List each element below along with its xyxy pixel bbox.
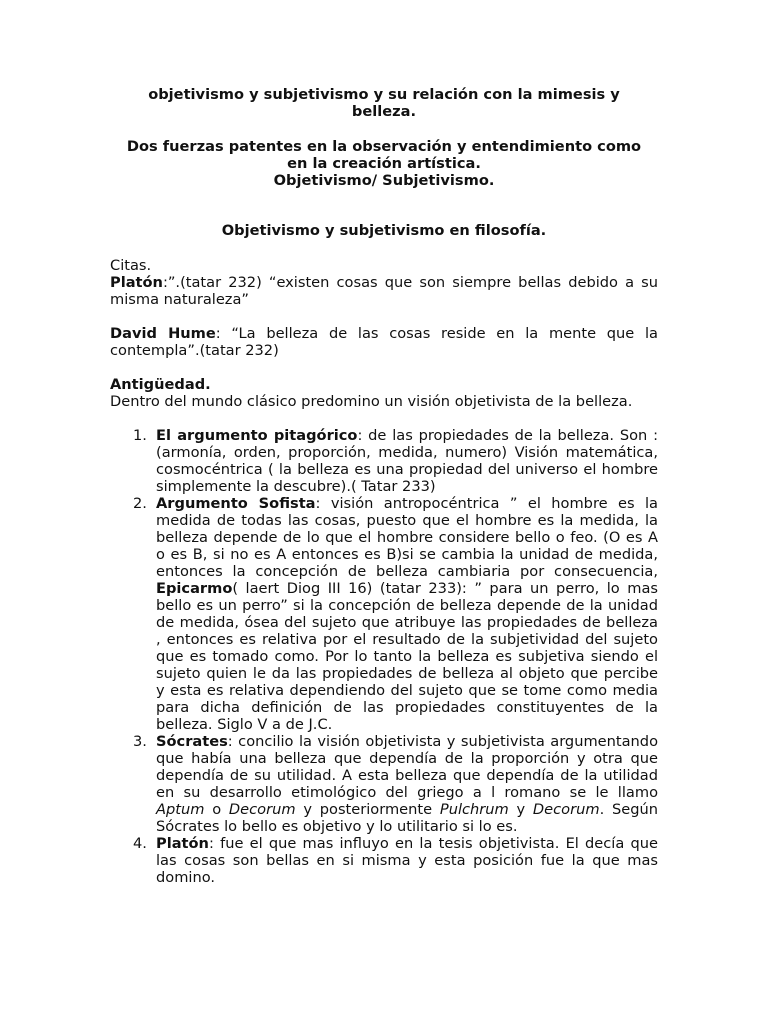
list-item — [110, 495, 658, 733]
cita-platon-text: :”.(tatar 232) “existen cosas que son siempre bellas debido a su misma naturaleza” — [110, 274, 658, 308]
italic-term-decorum-2: Decorum — [532, 801, 600, 818]
list-item-number: 4. — [133, 835, 147, 852]
list-item-term: El argumento pitagórico — [156, 427, 358, 444]
list-item-text-cont: o — [204, 801, 229, 818]
list-item — [110, 835, 658, 886]
list-item-term: Sócrates — [156, 733, 228, 750]
list-item-text: : fue el que mas influyo en la tesis objetivista. El decía que las cosas son bellas en si misma y esta posición fue la que mas domino. — [156, 835, 658, 886]
antiguedad-heading: Antigüedad. — [110, 376, 211, 393]
document-subtitle — [110, 138, 658, 189]
list-item-text: : visión antropocéntrica ” el hombre es la medida de todas las cosas, puesto que el hombre es la medida, la belleza depende de lo que el hombre considere bello o feo. (O es A o es B, si no es A entonces es B)si se cambia la unidad de medida, entonces la concepción de belleza cambiaria por consecuencia, — [156, 495, 658, 580]
list-item-text: : de las propiedades de la belleza. Son : (armonía, orden, proporción, medida, numero) Visión matemática, cosmocéntrica ( la belleza es una propiedad del universo el hombre simplemente la descubre).( Tatar 233) — [156, 427, 658, 495]
list-item-text: : concilio la visión objetivista y subjetivista argumentando que había una belleza que dependía de la proporción y otra que dependía de su utilidad. A esta belleza que dependía de la utilidad en su desarrollo etimológico del griego a l romano se le llamo — [156, 733, 658, 801]
cita-platon-name: Platón — [110, 274, 163, 291]
list-item-number: 3. — [133, 733, 147, 750]
cita-hume-text: : “La belleza de las cosas reside en la mente que la contempla”.(tatar 232) — [110, 325, 658, 359]
title-line-1: objetivismo y subjetivismo y su relación con la mimesis y — [148, 86, 620, 103]
subtitle-line-3: Objetivismo/ Subjetivismo. — [273, 172, 495, 189]
list-item-term: Platón — [156, 835, 209, 852]
cita-hume — [110, 325, 658, 359]
list-item-term: Argumento Sofista — [156, 495, 316, 512]
list-item-text-cont: y posteriormente — [295, 801, 440, 818]
argument-list — [110, 427, 658, 886]
italic-term-aptum: Aptum — [156, 801, 205, 818]
italic-term-pulchrum: Pulchrum — [439, 801, 509, 818]
list-item-term-secondary: Epicarmo — [156, 580, 233, 597]
list-item-text-cont: ( laert Diog III 16) (tatar 233): ” para un perro, lo mas bello es un perro” si la concepción de belleza depende de la unidad de medida, ósea del sujeto que atribuye las propiedades de belleza , entonces es relativa por el resultado de la subjetividad del sujeto que es tomado como. Por lo tanto la belleza es subjetiva siendo el sujeto quien le da las propiedades de belleza al objeto que percibe y esta es relativa dependiendo del sujeto que se tome como media para dicha definición de las propiedades constituyentes de la belleza. Siglo V a de J.C. — [156, 580, 658, 733]
title-line-2: belleza. — [351, 103, 417, 120]
list-item — [110, 733, 658, 835]
citas-label: Citas. — [110, 257, 152, 274]
list-item-number: 2. — [133, 495, 147, 512]
list-item-number: 1. — [133, 427, 147, 444]
subtitle-line-2: en la creación artística. — [287, 155, 481, 172]
antiguedad-intro: Dentro del mundo clásico predomino un visión objetivista de la belleza. — [110, 393, 633, 410]
section-title: Objetivismo y subjetivismo en filosofía. — [221, 222, 547, 239]
list-item — [110, 427, 658, 495]
document-title — [110, 86, 658, 120]
list-item-text-cont: . Según Sócrates lo bello es objetivo y lo utilitario si lo es. — [156, 801, 658, 835]
italic-term-decorum: Decorum — [228, 801, 296, 818]
cita-hume-name: David Hume — [110, 325, 216, 342]
subtitle-line-1: Dos fuerzas patentes en la observación y entendimiento como — [126, 138, 642, 155]
list-item-text-cont: y — [508, 801, 533, 818]
cita-platon — [110, 274, 658, 308]
